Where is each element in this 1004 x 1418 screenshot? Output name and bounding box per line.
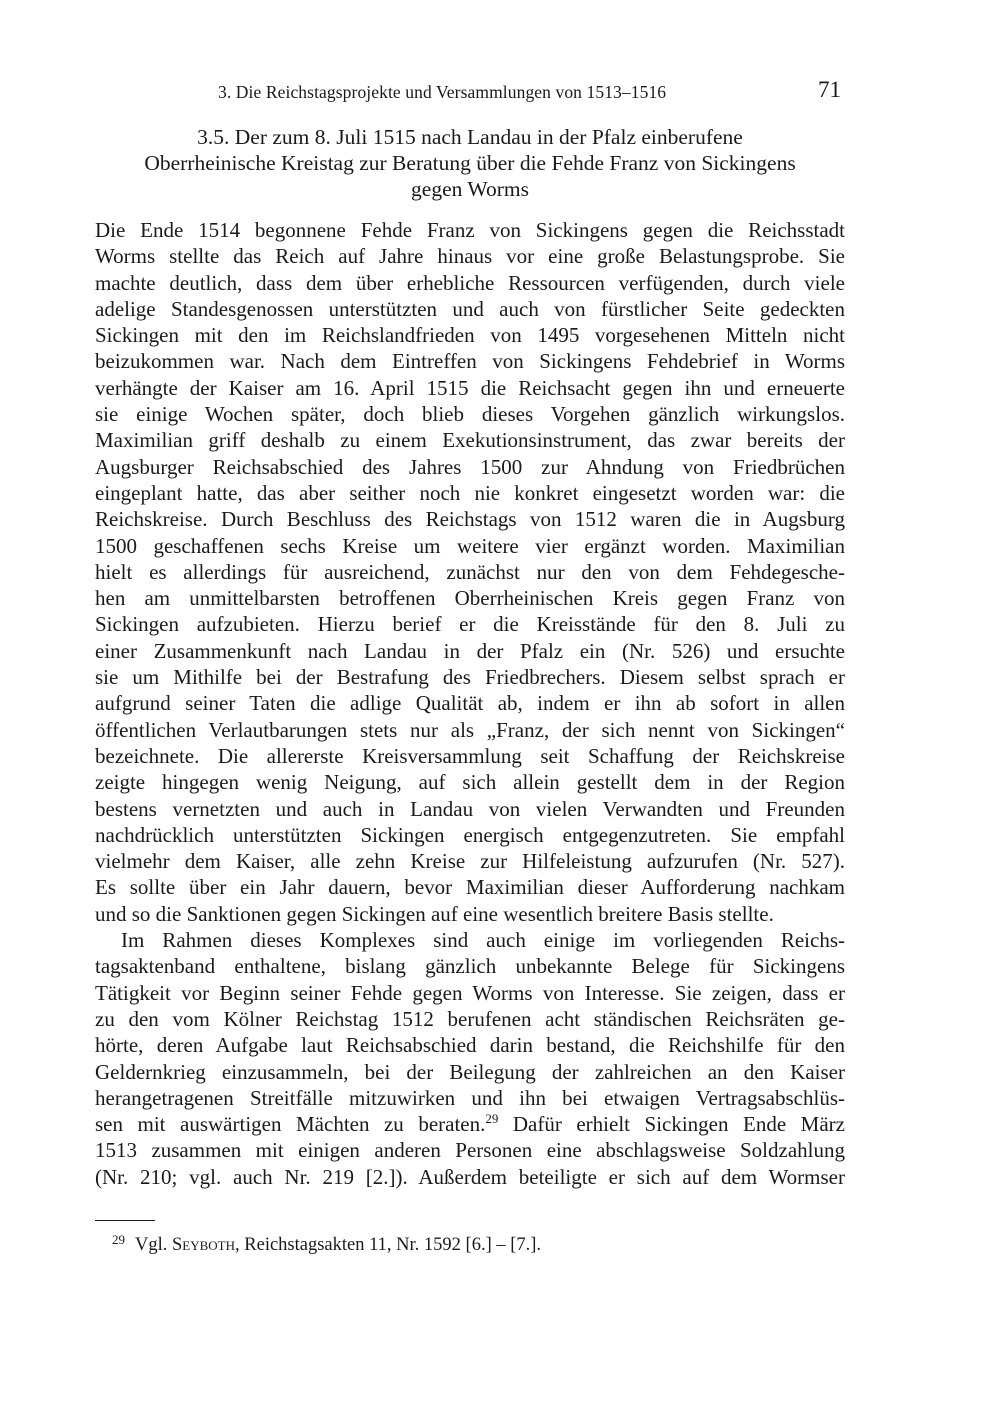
text-line: tagsaktenband enthaltene, bislang gänzlich unbekannte Belege für Sickingens — [95, 954, 845, 979]
text-line: einer Zusammenkunft nach Landau in der Pfalz ein (Nr. 526) und ersuchte — [95, 638, 845, 663]
footnote-citation: , Reichstagsakten 11, Nr. 1592 [6.] – [7.]. — [235, 1235, 542, 1255]
text-line: adelige Standesgenossen unterstützten und auch von fürstlicher Seite gedeckten — [95, 296, 845, 321]
text-line: herangetragenen Streitfälle mitzuwirken und ihn bei etwaigen Vertragsabschlüs- — [95, 1085, 845, 1110]
text-line: sie einige Wochen später, doch blieb dieses Vorgehen gänzlich wirkungslos. — [95, 402, 845, 427]
footnote-author: Seyboth — [172, 1235, 236, 1255]
footnote-divider — [95, 1220, 155, 1221]
text-line: bestens vernetzten und auch in Landau von vielen Verwandten und Freunden — [95, 796, 845, 821]
text-line: zeigte hingegen wenig Neigung, auf sich allein gestellt dem in der Region — [95, 770, 845, 795]
text-line: Sickingen mit den im Reichslandfrieden von 1495 vorgesehenen Mitteln nicht — [95, 323, 845, 348]
text-line: Es sollte über ein Jahr dauern, bevor Maximilian dieser Aufforderung nachkam — [95, 875, 845, 900]
text-line: (Nr. 210; vgl. auch Nr. 219 [2.]). Außerdem beteiligte er sich auf dem Wormser — [95, 1164, 845, 1189]
text-line: Die Ende 1514 begonnene Fehde Franz von Sickingens gegen die Reichsstadt — [95, 218, 845, 242]
footnote — [112, 1227, 541, 1258]
footnote-reference[interactable]: 29 — [485, 1111, 499, 1127]
text-line: Im Rahmen dieses Komplexes sind auch einige im vorliegenden Reichs- — [121, 928, 845, 953]
text-line: hen am unmittelbarsten betroffenen Oberrheinischen Kreis gegen Franz von — [95, 586, 845, 611]
footnote-prefix: Vgl. — [135, 1235, 172, 1255]
text-line-with-footnote — [95, 1111, 845, 1137]
heading-line: gegen Worms — [411, 177, 529, 201]
text-line: 1500 geschaffenen sechs Kreise um weitere vier ergänzt worden. Maximilian — [95, 533, 845, 558]
text-line: Geldernkrieg einzusammeln, bei der Beilegung der zahlreichen an den Kaiser — [95, 1059, 845, 1084]
page-number: 71 — [818, 77, 841, 102]
text-line: öffentlichen Verlautbarungen stets nur als „Franz, der sich nennt von Sickingen“ — [95, 717, 845, 742]
section-heading — [95, 124, 845, 202]
text-line: beizukommen war. Nach dem Eintreffen von Sickingens Fehdebrief in Worms — [95, 349, 845, 374]
text-line: Tätigkeit vor Beginn seiner Fehde gegen Worms von Interesse. Sie zeigen, dass er — [95, 980, 845, 1005]
running-head: 3. Die Reichstagsprojekte und Versammlungen von 1513–1516 — [218, 82, 667, 102]
heading-line: Oberrheinische Kreistag zur Beratung über die Fehde Franz von Sickingens — [144, 151, 796, 175]
text-line: eingeplant hatte, das aber seither noch nie konkret eingesetzt worden war: die — [95, 480, 845, 505]
text-line: Sickingen aufzubieten. Hierzu berief er die Kreisstände für den 8. Juli zu — [95, 612, 845, 637]
text-line: hielt es allerdings für ausreichend, zunächst nur den von dem Fehdegesche- — [95, 559, 845, 584]
text-line: Worms stellte das Reich auf Jahre hinaus vor eine große Belastungsprobe. Sie — [95, 244, 845, 269]
text-line: 1513 zusammen mit einigen anderen Personen eine abschlagsweise Soldzahlung — [95, 1138, 845, 1163]
text-line: sie um Mithilfe bei der Bestrafung des Friedbrechers. Diesem selbst sprach er — [95, 665, 845, 690]
text-line: aufgrund seiner Taten die adlige Qualität ab, indem er ihn ab sofort in allen — [95, 691, 845, 716]
heading-line: 3.5. Der zum 8. Juli 1515 nach Landau in der Pfalz einberufene — [197, 125, 743, 149]
text-line: machte deutlich, dass dem über erhebliche Ressourcen verfügenden, durch viele — [95, 270, 845, 295]
text-line: bezeichnete. Die allererste Kreisversammlung seit Schaffung der Reichskreise — [95, 743, 845, 768]
text-segment: sen mit auswärtigen Mächten zu beraten. — [95, 1112, 486, 1137]
text-line: verhängte der Kaiser am 16. April 1515 die Reichsacht gegen ihn und erneuerte — [95, 375, 845, 400]
text-line: zu den vom Kölner Reichstag 1512 berufenen acht ständischen Reichsräten ge- — [95, 1006, 845, 1031]
text-line: Reichskreise. Durch Beschluss des Reichstags von 1512 waren die in Augsburg — [95, 507, 845, 532]
text-line: Augsburger Reichsabschied des Jahres 1500 zur Ahndung von Friedbrüchen — [95, 454, 845, 479]
text-line: und so die Sanktionen gegen Sickingen auf eine wesentlich breitere Basis stellte. — [95, 901, 774, 926]
text-line: Maximilian griff deshalb zu einem Exekutionsinstrument, das zwar bereits der — [95, 428, 845, 453]
footnote-number: 29 — [112, 1232, 125, 1247]
text-segment: Dafür erhielt Sickingen Ende März — [498, 1112, 845, 1137]
text-line: vielmehr dem Kaiser, alle zehn Kreise zur Hilfeleistung aufzurufen (Nr. 527). — [95, 849, 845, 874]
body-text — [95, 217, 845, 1190]
text-line: nachdrücklich unterstützten Sickingen energisch entgegenzutreten. Sie empfahl — [95, 822, 845, 847]
text-line: hörte, deren Aufgabe laut Reichsabschied darin bestand, die Reichshilfe für den — [95, 1033, 845, 1058]
